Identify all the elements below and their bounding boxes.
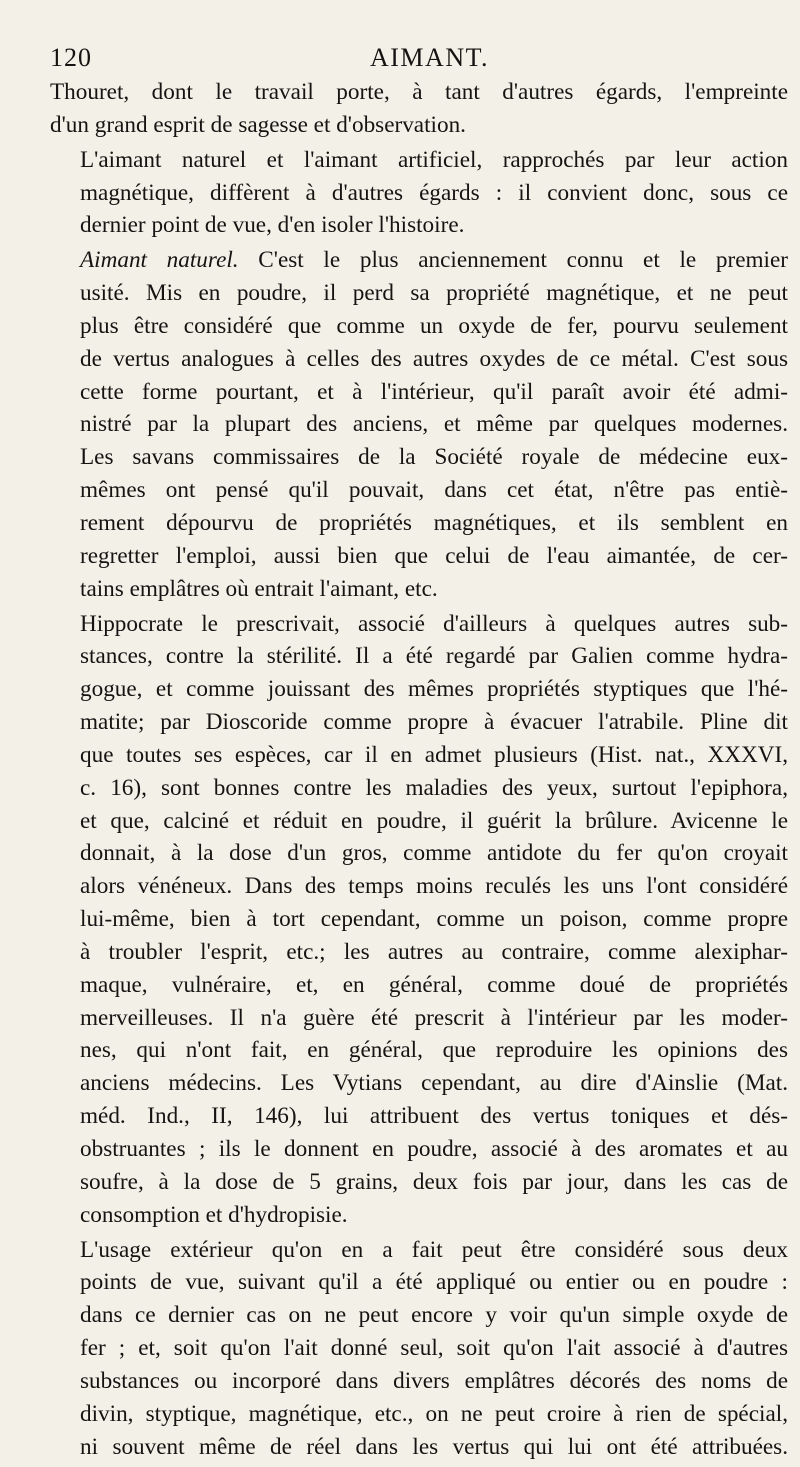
text-line: gogue, et comme jouissant des mêmes propriétés styptiques que l'hé- — [80, 676, 788, 703]
header-title: AIMANT. — [370, 43, 490, 72]
text-line: donnait, à la dose d'un gros, comme antidote du fer qu'on croyait — [80, 840, 788, 867]
text-line: consomption et d'hydropisie. — [80, 1201, 348, 1228]
text-line: magnétique, diffèrent à d'autres égards : il convient donc, sous ce — [80, 179, 788, 206]
text-line: regretter l'emploi, aussi bien que celui de l'eau aimantée, de cer- — [80, 542, 788, 569]
text-line: fer ; et, soit qu'on l'ait donné seul, soit qu'on l'ait associé à d'autres — [80, 1335, 788, 1362]
text-line: soufre, à la dose de 5 grains, deux fois par jour, dans les cas de — [80, 1168, 788, 1195]
text-line: stances, contre la stérilité. Il a été regardé par Galien comme hydra- — [80, 643, 788, 670]
text-line: et que, calciné et réduit en poudre, il guérit la brûlure. Avicenne le — [80, 807, 788, 834]
text-line: dernier point de vue, d'en isoler l'histoire. — [80, 212, 465, 239]
text-line: Thouret, dont le travail porte, à tant d'autres égards, l'empreinte — [50, 79, 788, 105]
body-text — [50, 76, 788, 1463]
text-line: substances ou incorporé dans divers emplâtres décorés des noms de — [80, 1367, 788, 1394]
text-line: c. 16), sont bonnes contre les maladies des yeux, surtout l'epiphora, — [80, 774, 788, 801]
text-fragment: C'est le plus anciennement connu et le premier — [238, 247, 788, 274]
text-line — [50, 244, 788, 277]
text-line: d'un grand esprit de sagesse et d'observation. — [50, 111, 466, 138]
text-line: que toutes ses espèces, car il en admet plusieurs (Hist. nat., XXXVI, — [80, 741, 788, 768]
section-heading-italic: Aimant naturel. — [80, 247, 239, 274]
text-line: de vertus analogues à celles des autres oxydes de ce métal. C'est sous — [80, 345, 788, 372]
text-line: merveilleuses. Il n'a guère été prescrit à l'intérieur par les moder- — [80, 1004, 788, 1031]
paragraph-5 — [50, 1234, 788, 1464]
text-line: anciens médecins. Les Vytians cependant, au dire d'Ainslie (Mat. — [80, 1070, 788, 1097]
text-line: méd. Ind., II, 146), lui attribuent des vertus toniques et dés- — [80, 1103, 788, 1130]
text-line: dans ce dernier cas on ne peut encore y voir qu'un simple oxyde de — [80, 1302, 788, 1329]
text-line: L'aimant naturel et l'aimant artificiel, rapprochés par leur action — [80, 146, 788, 173]
text-line: obstruantes ; ils le donnent en poudre, associé à des aromates et au — [80, 1136, 788, 1162]
text-line: matite; par Dioscoride comme propre à évacuer l'atrabile. Pline dit — [80, 709, 788, 736]
paragraph-4 — [50, 608, 788, 1232]
text-line: maque, vulnéraire, et, en général, comme doué de propriétés — [80, 971, 788, 998]
paragraph-1 — [50, 76, 788, 142]
text-line: alors vénéneux. Dans des temps moins reculés les uns l'ont considéré — [80, 873, 788, 900]
text-line: cette forme pourtant, et à l'intérieur, qu'il paraît avoir été admi- — [80, 378, 788, 405]
text-line: divin, styptique, magnétique, etc., on ne peut croire à rien de spécial, — [80, 1400, 788, 1427]
text-line: usité. Mis en poudre, il perd sa propriété magnétique, et ne peut — [80, 280, 788, 307]
page-number: 120 — [50, 43, 92, 72]
text-line: L'usage extérieur qu'on en a fait peut être considéré sous deux — [80, 1236, 788, 1263]
text-line: tains emplâtres où entrait l'aimant, etc. — [80, 575, 438, 602]
paragraph-2 — [50, 144, 788, 243]
text-line: ni souvent même de réel dans les vertus qui lui ont été attribuées. — [80, 1433, 788, 1460]
text-line: nistré par la plupart des anciens, et même par quelques modernes. — [80, 411, 788, 438]
text-line: points de vue, suivant qu'il a été appliqué ou entier ou en poudre : — [80, 1269, 788, 1296]
text-line: Hippocrate le prescrivait, associé d'ailleurs à quelques autres sub- — [80, 610, 788, 637]
text-line: Les savans commissaires de la Société royale de médecine eux- — [80, 444, 788, 471]
text-line: mêmes ont pensé qu'il pouvait, dans cet état, n'être pas entiè- — [80, 477, 788, 504]
text-line: rement dépourvu de propriétés magnétiques, et ils semblent en — [80, 509, 788, 536]
running-head — [50, 40, 770, 76]
paragraph-3 — [50, 244, 788, 605]
text-line: nes, qui n'ont fait, en général, que reproduire les opinions des — [80, 1037, 788, 1064]
text-line: à troubler l'esprit, etc.; les autres au contraire, comme alexiphar- — [80, 938, 788, 965]
text-line: lui-même, bien à tort cependant, comme un poison, comme propre — [80, 906, 788, 933]
text-line: plus être considéré que comme un oxyde de fer, pourvu seulement — [80, 312, 788, 339]
